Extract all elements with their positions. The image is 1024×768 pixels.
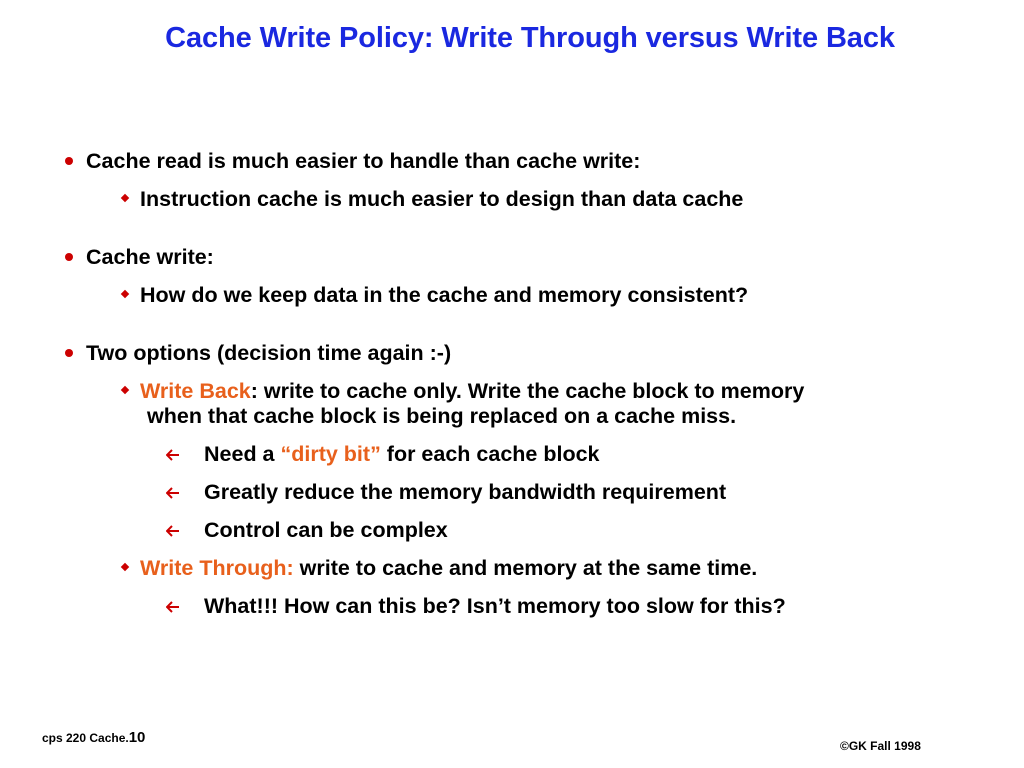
slide-title: Cache Write Policy: Write Through versus Write Back bbox=[165, 22, 895, 54]
dirty-bit-line bbox=[204, 441, 600, 467]
bullet-2-text: Cache write: bbox=[86, 245, 214, 269]
write-back-text-continued: when that cache block is being replaced on a cache miss. bbox=[147, 404, 737, 428]
memory-slow-text: What!!! How can this be? Isn’t memory too slow for this? bbox=[204, 594, 786, 618]
diamond-bullet-icon bbox=[121, 563, 129, 571]
bullet-1-sub-1-text: Instruction cache is much easier to design than data cache bbox=[140, 187, 744, 211]
bullet-3-text: Two options (decision time again :-) bbox=[86, 341, 452, 365]
round-bullet-icon bbox=[65, 157, 73, 165]
bandwidth-text: Greatly reduce the memory bandwidth requirement bbox=[204, 480, 727, 504]
left-arrow-icon bbox=[166, 487, 180, 499]
diamond-bullet-icon bbox=[121, 290, 129, 298]
bullet-1-text: Cache read is much easier to handle than cache write: bbox=[86, 149, 641, 173]
round-bullet-icon bbox=[65, 253, 73, 261]
left-arrow-icon bbox=[166, 449, 180, 461]
write-back-text: : write to cache only. Write the cache block to memory bbox=[250, 379, 805, 403]
write-back-label: Write Back bbox=[140, 379, 251, 403]
footer-course bbox=[42, 729, 145, 746]
diamond-bullet-icon bbox=[121, 386, 129, 394]
diamond-bullet-icon bbox=[121, 194, 129, 202]
footer-copyright: ©GK Fall 1998 bbox=[840, 739, 921, 753]
write-through-label: Write Through: bbox=[140, 556, 294, 580]
dirty-bit-pre: Need a bbox=[204, 442, 281, 466]
left-arrow-icon bbox=[166, 601, 180, 613]
write-through-text: write to cache and memory at the same time. bbox=[293, 556, 758, 580]
footer-course-text: cps 220 Cache. bbox=[42, 731, 129, 745]
dirty-bit-label: “dirty bit” bbox=[280, 442, 381, 466]
round-bullet-icon bbox=[65, 349, 73, 357]
page-number: 10 bbox=[128, 729, 146, 746]
dirty-bit-post: for each cache block bbox=[380, 442, 600, 466]
write-back-line bbox=[140, 378, 804, 404]
write-through-line bbox=[140, 555, 757, 581]
left-arrow-icon bbox=[166, 525, 180, 537]
control-text: Control can be complex bbox=[204, 518, 448, 542]
bullet-2-sub-1-text: How do we keep data in the cache and memory consistent? bbox=[140, 283, 749, 307]
